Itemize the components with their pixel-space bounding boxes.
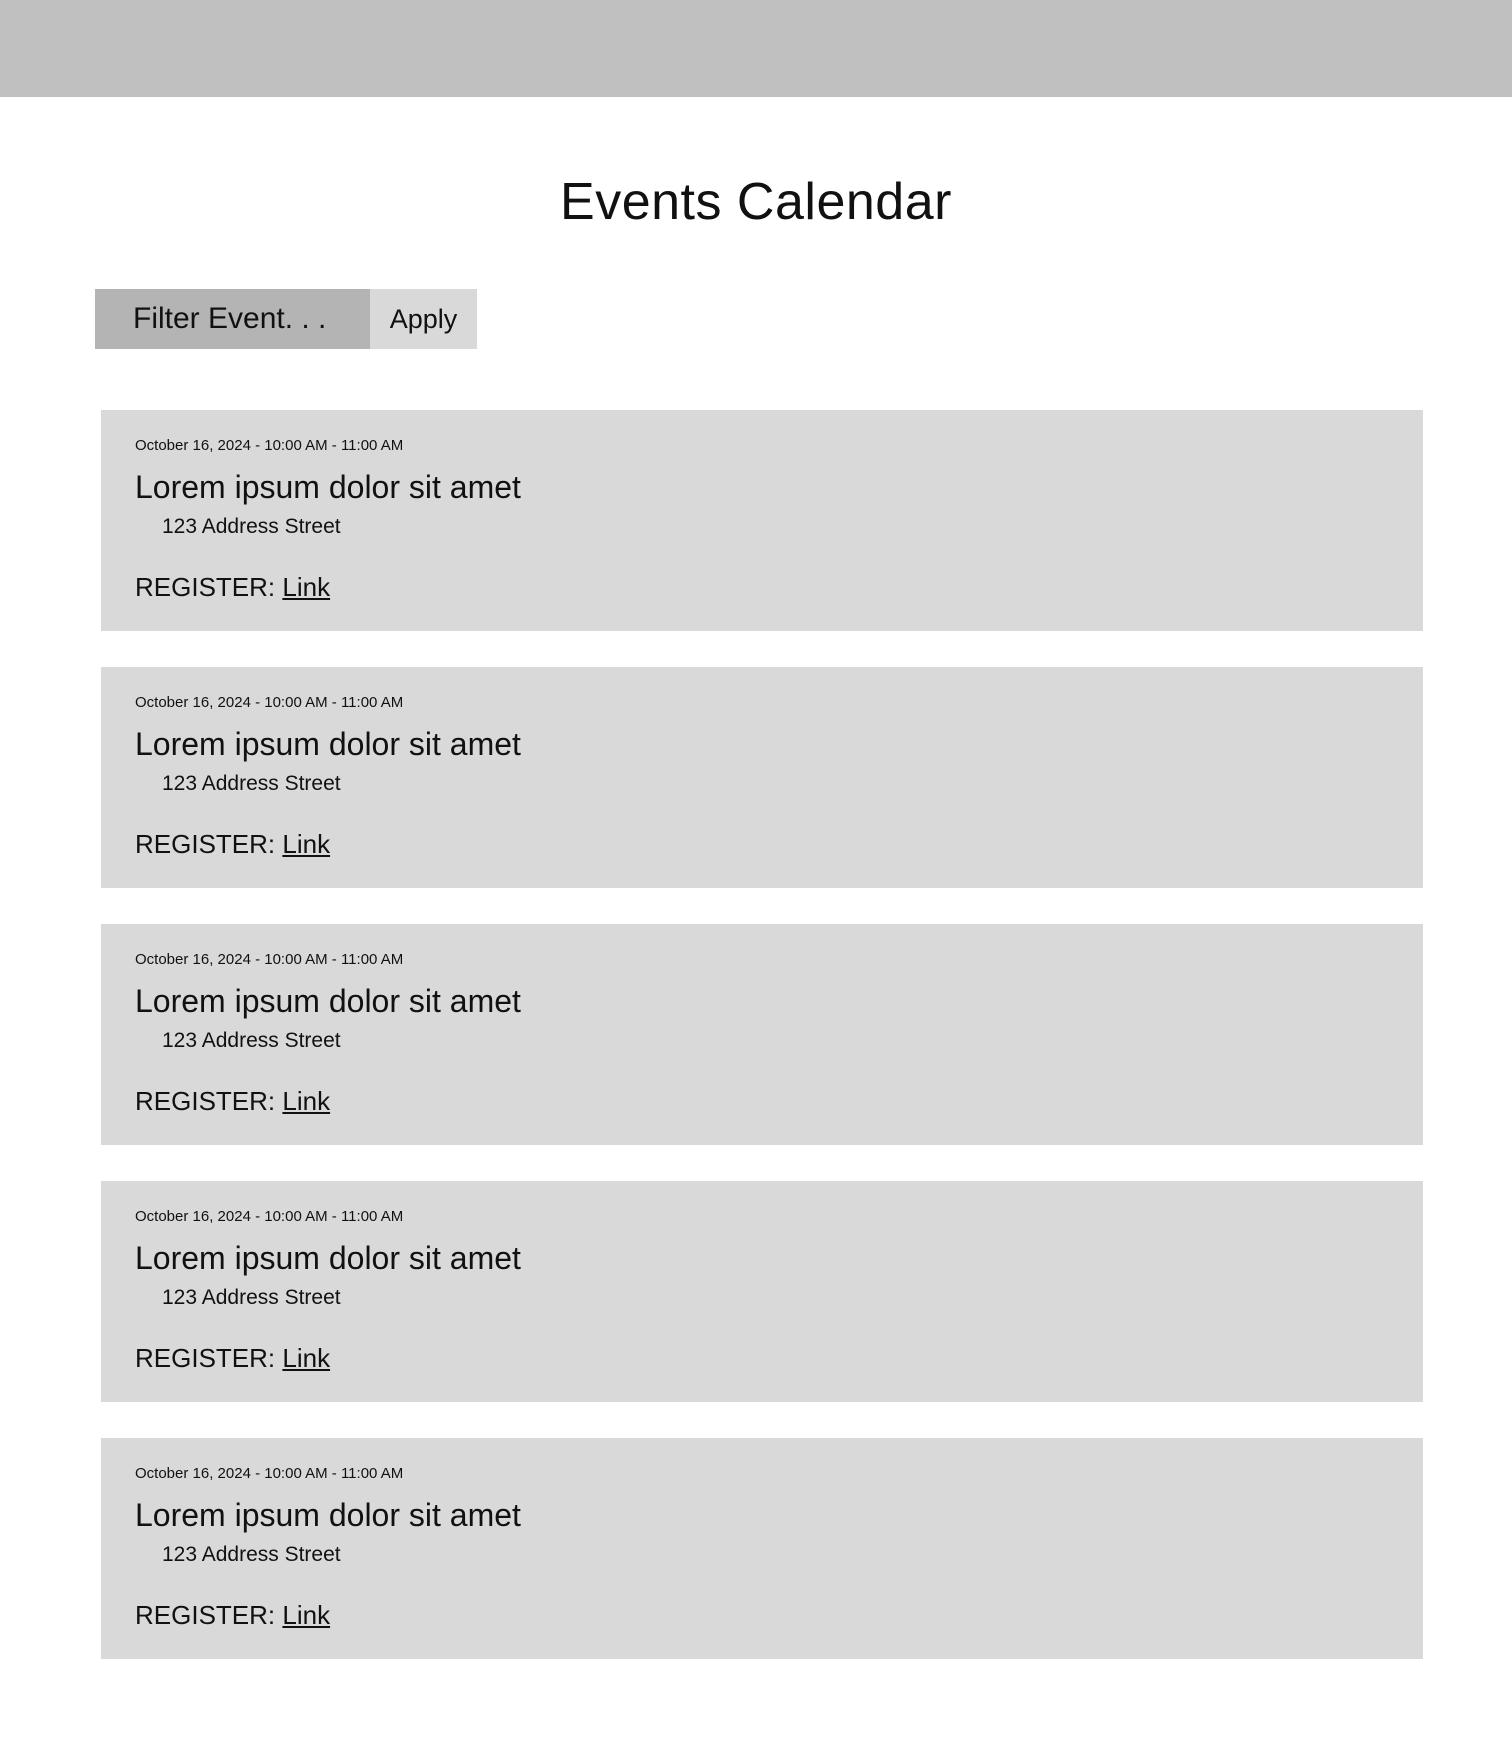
event-title: Lorem ipsum dolor sit amet: [135, 726, 521, 762]
event-date: October 16, 2024 - 10:00 AM - 11:00 AM: [135, 951, 404, 968]
register-link[interactable]: Link: [282, 1600, 331, 1630]
apply-button[interactable]: Apply: [370, 289, 477, 349]
register-link[interactable]: Link: [282, 572, 331, 602]
filter-event-input[interactable]: [95, 289, 370, 349]
register-label: REGISTER:: [135, 572, 276, 602]
register-label: REGISTER:: [135, 829, 276, 859]
event-register: [135, 570, 330, 604]
register-link[interactable]: Link: [282, 829, 331, 859]
register-label: REGISTER:: [135, 1600, 276, 1630]
event-date: October 16, 2024 - 10:00 AM - 11:00 AM: [135, 437, 404, 454]
event-address: 123 Address Street: [162, 772, 341, 795]
event-title: Lorem ipsum dolor sit amet: [135, 469, 521, 505]
event-card: [101, 667, 1423, 888]
event-register: [135, 827, 330, 861]
event-register: [135, 1598, 330, 1632]
event-date: October 16, 2024 - 10:00 AM - 11:00 AM: [135, 694, 404, 711]
register-link[interactable]: Link: [282, 1086, 331, 1116]
event-register: [135, 1084, 330, 1118]
event-title: Lorem ipsum dolor sit amet: [135, 983, 521, 1019]
register-label: REGISTER:: [135, 1343, 276, 1373]
event-address: 123 Address Street: [162, 1286, 341, 1309]
events-list: [101, 410, 1423, 1695]
event-title: Lorem ipsum dolor sit amet: [135, 1497, 521, 1533]
page-title: Events Calendar: [560, 173, 952, 231]
top-header-bar: [0, 0, 1512, 97]
register-link[interactable]: Link: [282, 1343, 331, 1373]
event-date: October 16, 2024 - 10:00 AM - 11:00 AM: [135, 1208, 404, 1225]
filter-bar: [95, 289, 477, 349]
event-card: [101, 1438, 1423, 1659]
event-address: 123 Address Street: [162, 1543, 341, 1566]
event-address: 123 Address Street: [162, 1029, 341, 1052]
event-card: [101, 924, 1423, 1145]
register-label: REGISTER:: [135, 1086, 276, 1116]
event-address: 123 Address Street: [162, 515, 341, 538]
event-title: Lorem ipsum dolor sit amet: [135, 1240, 521, 1276]
event-register: [135, 1341, 330, 1375]
event-date: October 16, 2024 - 10:00 AM - 11:00 AM: [135, 1465, 404, 1482]
event-card: [101, 410, 1423, 631]
event-card: [101, 1181, 1423, 1402]
